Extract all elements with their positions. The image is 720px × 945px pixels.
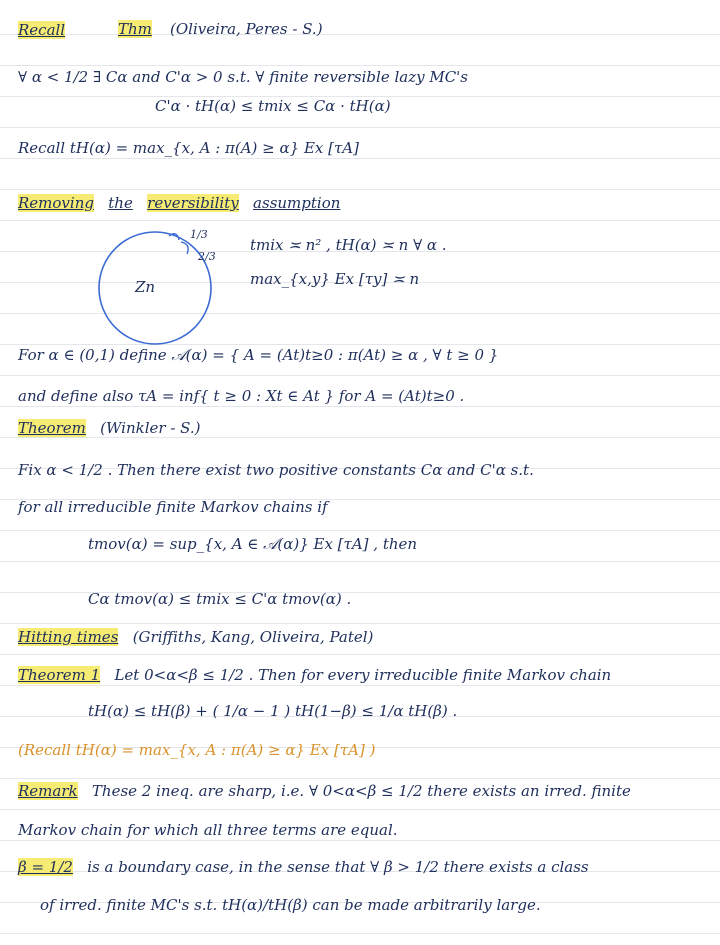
zn-label: Zn	[135, 278, 156, 296]
hitting-inequality: tH(α) ≤ tH(β) + ( 1/α − 1 ) tH(1−β) ≤ 1/α tH(β) .	[88, 702, 458, 720]
max-hitting: max_{x,y} Ex [τy] ≍ n	[250, 270, 420, 288]
theorem-statement: Fix α < 1/2 . Then there exist two positive constants Cα and C'α s.t.	[18, 461, 534, 479]
hitting-times-heading: Hitting times (Griffiths, Kang, Oliveira, Patel)	[18, 628, 374, 646]
heading-recall	[18, 20, 65, 40]
tmix-asymptotics: tmix ≍ n² , tH(α) ≍ n ∀ α .	[250, 236, 447, 254]
tmix-bound: C'α · tH(α) ≤ tmix ≤ Cα · tH(α)	[155, 97, 391, 115]
recall-orange: (Recall tH(α) = max_{x, A : π(A) ≥ α} Ex [τA] )	[18, 741, 376, 759]
section-heading-reversibility: Removing the reversibility assumption	[18, 194, 341, 212]
theorem-winkler: Theorem (Winkler - S.)	[18, 419, 201, 437]
tmov-bound: Cα tmov(α) ≤ tmix ≤ C'α tmov(α) .	[88, 590, 352, 608]
tmov-definition: tmov(α) = sup_{x, A ∈ 𝒜(α)} Ex [τA] , then	[88, 535, 418, 553]
define-a-alpha: For α ∈ (0,1) define 𝒜(α) = { A = (At)t≥0 : π(At) ≥ α , ∀ t ≥ 0 }	[18, 346, 499, 364]
define-tau-a: and define also τA = inf{ t ≥ 0 : Xt ∈ At } for A = (At)t≥0 .	[18, 387, 465, 405]
prob-one-third: 1/3	[190, 228, 208, 241]
recall-label: Recall	[18, 21, 66, 39]
thm-authors: (Oliveira, Peres - S.)	[170, 20, 323, 38]
thm-label: Thm	[118, 20, 152, 38]
beta-boundary: β = 1/2 is a boundary case, in the sense that ∀ β > 1/2 there exists a class	[18, 858, 589, 876]
statement-line: ∀ α < 1/2 ∃ Cα and C'α > 0 s.t. ∀ finite reversible lazy MC's	[18, 68, 468, 86]
beta-boundary-continued: of irred. finite MC's s.t. tH(α)/tH(β) can be made arbitrarily large.	[40, 896, 541, 914]
theorem-markov: for all irreducible finite Markov chains if	[18, 498, 328, 516]
remark-continued: Markov chain for which all three terms are equal.	[18, 821, 398, 839]
prob-two-thirds: 2/3	[198, 250, 216, 263]
recall-th-definition: Recall tH(α) = max_{x, A : π(A) ≥ α} Ex [τA]	[18, 139, 359, 157]
theorem-1: Theorem 1 Let 0<α<β ≤ 1/2 . Then for every irreducible finite Markov chain	[18, 666, 612, 684]
remark: Remark These 2 ineq. are sharp, i.e. ∀ 0<α<β ≤ 1/2 there exists an irred. finite	[18, 782, 631, 800]
